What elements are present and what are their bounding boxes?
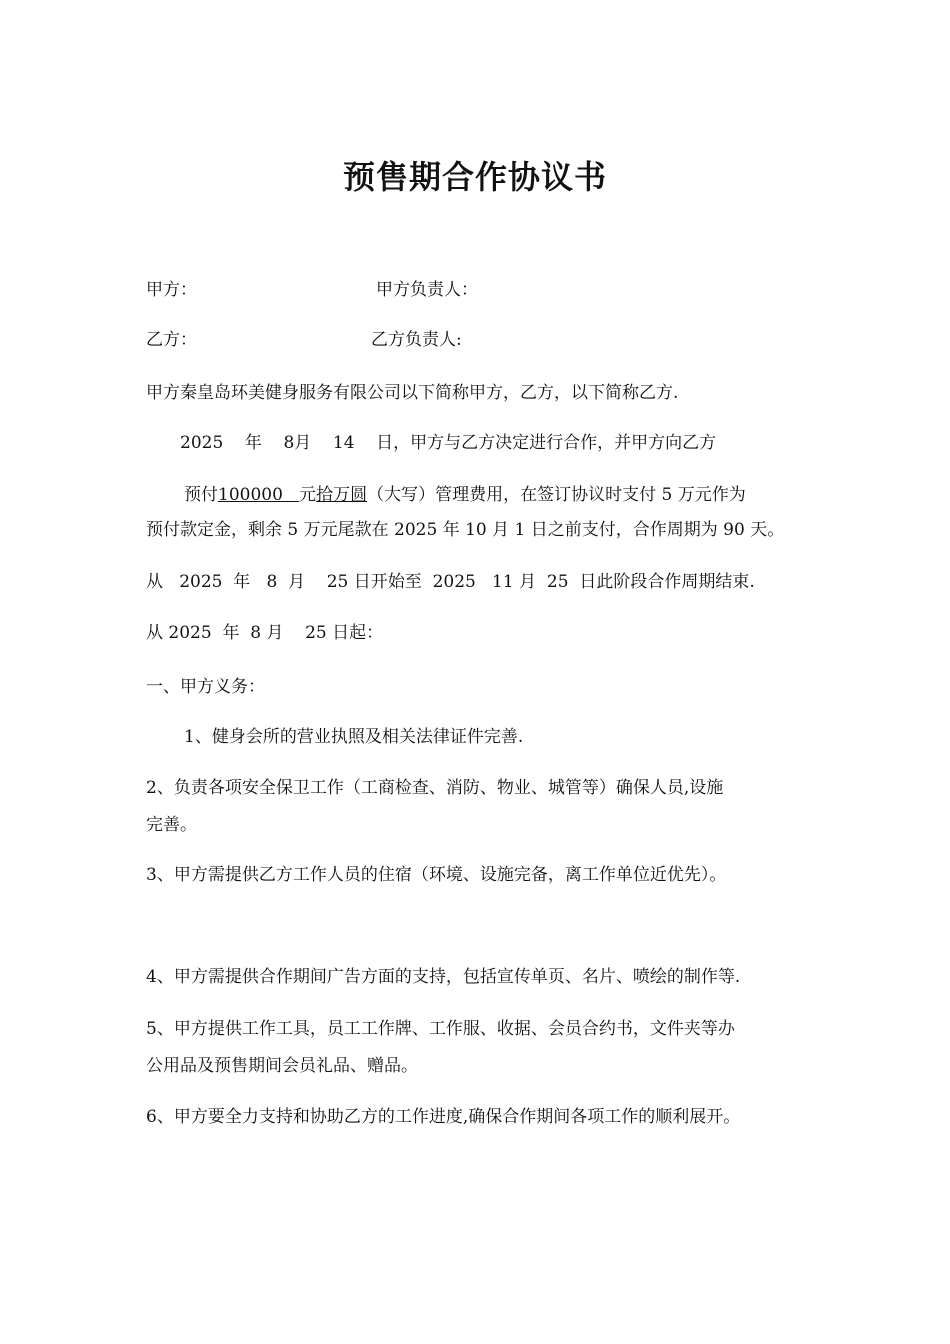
obligation-item-1: 1、健身会所的营业执照及相关法律证件完善. xyxy=(184,727,524,747)
section-1-heading: 一、甲方义务： xyxy=(146,677,265,697)
payment-amount-words: 拾万圆 xyxy=(316,485,368,505)
obligation-item-5-line-2: 公用品及预售期间会员礼品、赠品。 xyxy=(146,1056,418,1076)
cooperation-period-line: 从 2025 年 8 月 25 日开始至 2025 11 月 25 日此阶段合作周期结束. xyxy=(146,572,755,592)
payment-unit: 元 xyxy=(299,485,317,505)
document-title: 预售期合作协议书 xyxy=(342,158,607,196)
party-b-label: 乙方： xyxy=(146,330,197,350)
party-a-label: 甲方： xyxy=(146,280,197,300)
obligation-item-3: 3、甲方需提供乙方工作人员的住宿（环境、设施完备，离工作单位近优先）。 xyxy=(146,865,727,885)
payment-suffix: （大写）管理费用，在签订协议时支付 5 万元作为 xyxy=(367,485,746,505)
party-a-rep-label: 甲方负责人： xyxy=(376,280,478,300)
payment-line-2: 预付款定金，剩余 5 万元尾款在 2025 年 10 月 1 日之前支付，合作周期为 90 天。 xyxy=(146,520,785,540)
obligation-item-2-line-2: 完善。 xyxy=(146,815,197,835)
payment-line-1 xyxy=(184,477,746,513)
obligation-item-6: 6、甲方要全力支持和协助乙方的工作进度,确保合作期间各项工作的顺利展开。 xyxy=(146,1107,741,1127)
obligation-item-2-line-1: 2、负责各项安全保卫工作（工商检查、消防、物业、城管等）确保人员,设施 xyxy=(146,778,724,798)
payment-prefix: 预付 xyxy=(184,485,218,505)
payment-amount: 100000 xyxy=(218,485,300,505)
party-b-rep-label: 乙方负责人: xyxy=(371,330,462,350)
obligation-item-4: 4、甲方需提供合作期间广告方面的支持，包括宣传单页、名片、喷绘的制作等. xyxy=(146,967,741,987)
agreement-date-line: 2025 年 8月 14 日，甲方与乙方决定进行合作，并甲方向乙方 xyxy=(180,433,717,453)
start-date-line: 从 2025 年 8 月 25 日起： xyxy=(146,623,384,643)
intro-paragraph: 甲方秦皇岛环美健身服务有限公司以下简称甲方，乙方，以下简称乙方. xyxy=(146,383,679,403)
obligation-item-5-line-1: 5、甲方提供工作工具，员工工作牌、工作服、收据、会员合约书，文件夹等办 xyxy=(146,1019,735,1039)
